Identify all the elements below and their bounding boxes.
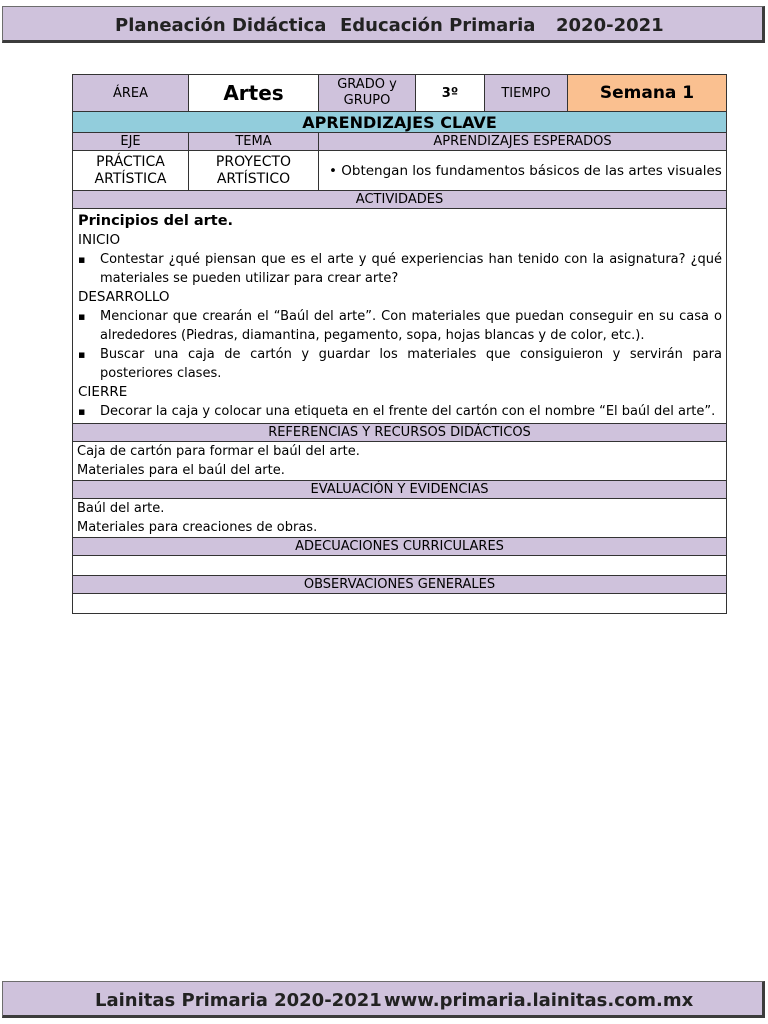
cierre-list xyxy=(78,402,722,421)
actividades-title: ACTIVIDADES xyxy=(73,191,727,209)
actividades-heading: Principios del arte. xyxy=(78,213,234,229)
actividades-body xyxy=(73,209,727,424)
header-subtitle: Educación Primaria xyxy=(340,15,536,36)
observaciones-body xyxy=(73,594,727,614)
eje-value-line-1: PRÁCTICA xyxy=(96,153,165,170)
referencias-line-2: Materiales para el baúl del arte. xyxy=(77,463,285,478)
grade-label-line-1: GRADO y xyxy=(337,77,397,92)
desarrollo-item-text: Buscar una caja de cartón y guardar los materiales que consiguieron y servirán para posteriores clases. xyxy=(100,347,722,381)
area-label: ÁREA xyxy=(73,75,189,112)
grade-label-line-2: GRUPO xyxy=(343,93,391,108)
referencias-line-1: Caja de cartón para formar el baúl del arte. xyxy=(77,444,360,459)
bullet-icon: ▪ xyxy=(78,310,86,323)
footer-url: www.primaria.lainitas.com.mx xyxy=(384,990,694,1011)
bullet-icon: ▪ xyxy=(78,405,86,418)
aprendizajes-title: APRENDIZAJES CLAVE xyxy=(73,112,727,133)
bullet-icon: ▪ xyxy=(78,348,86,361)
cierre-item-text: Decorar la caja y colocar una etiqueta en el frente del cartón con el nombre “El baúl del arte”. xyxy=(100,404,716,419)
grade-label xyxy=(319,75,416,112)
header-year: 2020-2021 xyxy=(556,15,664,36)
lesson-plan-table xyxy=(72,74,727,614)
evaluacion-title: EVALUACIÓN Y EVIDENCIAS xyxy=(73,481,727,499)
esperados-label: APRENDIZAJES ESPERADOS xyxy=(319,133,727,151)
grade-value: 3º xyxy=(416,75,485,112)
time-label: TIEMPO xyxy=(485,75,568,112)
desarrollo-list xyxy=(78,307,722,383)
time-value: Semana 1 xyxy=(568,75,727,112)
referencias-title: REFERENCIAS Y RECURSOS DIDÁCTICOS xyxy=(73,424,727,442)
adecuaciones-title: ADECUACIONES CURRICULARES xyxy=(73,538,727,556)
tema-value-line-1: PROYECTO xyxy=(215,153,292,170)
aprendizaje-esperado: • Obtengan los fundamentos básicos de las artes visuales xyxy=(319,151,727,191)
evaluacion-line-1: Baúl del arte. xyxy=(77,501,165,516)
cierre-label: CIERRE xyxy=(78,384,128,400)
evaluacion-body xyxy=(73,499,727,538)
area-value: Artes xyxy=(189,75,319,112)
tema-label: TEMA xyxy=(189,133,319,151)
footer-left: Lainitas Primaria 2020-2021 xyxy=(95,990,382,1011)
header-title: Planeación Didáctica xyxy=(115,15,327,36)
list-item xyxy=(78,307,722,345)
eje-label: EJE xyxy=(73,133,189,151)
tema-value-line-2: ARTÍSTICO xyxy=(216,170,291,187)
observaciones-title: OBSERVACIONES GENERALES xyxy=(73,576,727,594)
list-item xyxy=(78,250,722,288)
header-banner xyxy=(2,6,765,43)
evaluacion-line-2: Materiales para creaciones de obras. xyxy=(77,520,318,535)
inicio-list xyxy=(78,250,722,288)
eje-value xyxy=(73,151,189,191)
list-item xyxy=(78,345,722,383)
list-item xyxy=(78,402,722,421)
desarrollo-item-text: Mencionar que crearán el “Baúl del arte”. Con materiales que puedan conseguir en su casa o alrededores (Piedras, diamantina, pegamento, sopa, hojas blancas y de color, etc.). xyxy=(100,309,722,343)
desarrollo-label: DESARROLLO xyxy=(78,289,170,305)
tema-value xyxy=(189,151,319,191)
inicio-label: INICIO xyxy=(78,232,121,248)
footer-banner xyxy=(2,981,765,1018)
referencias-body xyxy=(73,442,727,481)
bullet-icon: ▪ xyxy=(78,253,86,266)
adecuaciones-body xyxy=(73,556,727,576)
inicio-item-text: Contestar ¿qué piensan que es el arte y qué experiencias han tenido con la asignatura? ¿qué materiales se pueden utilizar para crear arte? xyxy=(100,252,722,286)
eje-value-line-2: ARTÍSTICA xyxy=(94,170,167,187)
